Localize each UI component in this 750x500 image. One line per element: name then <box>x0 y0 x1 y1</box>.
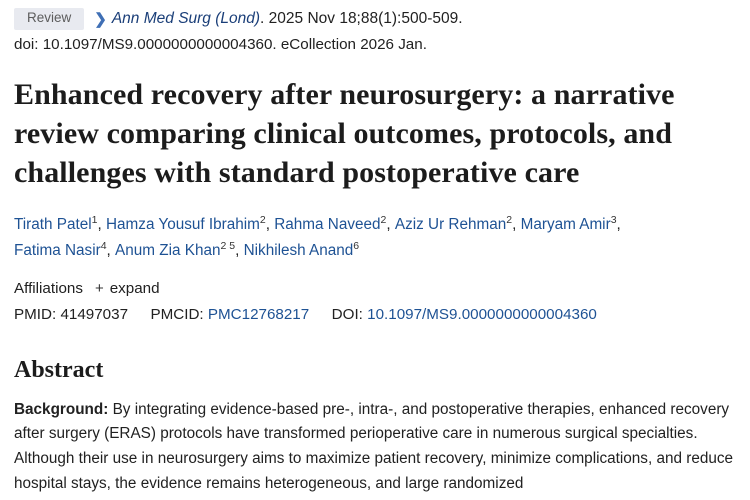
author-list <box>14 212 736 264</box>
author-name[interactable]: Tirath Patel <box>14 215 92 233</box>
separator: , <box>512 215 521 233</box>
page-title: Enhanced recovery after neurosurgery: a narrative review comparing clinical outcomes, protocols, and challenges with standard postoperative care <box>14 77 675 189</box>
author-item[interactable] <box>14 239 107 259</box>
doi-link[interactable]: 10.1097/MS9.0000000000004360 <box>367 305 597 323</box>
pmcid-link[interactable]: PMC12768217 <box>207 305 310 323</box>
author-affil-sup: 2 <box>380 213 387 226</box>
author-item[interactable] <box>106 213 266 233</box>
author-item[interactable] <box>520 213 617 233</box>
author-name[interactable]: Hamza Yousuf Ibrahim <box>106 215 260 233</box>
author-affil-sup: 2 <box>506 213 513 226</box>
author-name[interactable]: Fatima Nasir <box>14 241 101 259</box>
author-affil-sup: 6 <box>353 239 360 252</box>
author-item[interactable] <box>274 213 387 233</box>
abstract-paragraph: By integrating evidence-based pre-, intra-, and postoperative therapies, enhanced recovery after surgery (ERAS) protocols have transformed perioperative care in numerous surgical specialties. Although their use in neurosurgery aims to maximize patient recovery, minimize complications, and reduce hospital stays, the evidence remains heterogeneous, and large randomized <box>14 400 733 492</box>
identifiers-row <box>14 306 736 323</box>
abstract-heading: Abstract <box>14 356 104 383</box>
affiliations-row <box>14 280 736 297</box>
pmid-label: PMID: <box>14 305 57 323</box>
plus-icon[interactable]: + <box>94 279 104 297</box>
pmcid-label: PMCID: <box>150 305 204 323</box>
separator: , <box>97 215 106 233</box>
author-item[interactable] <box>243 239 360 259</box>
doi-label: DOI: <box>331 305 363 323</box>
affiliations-label: Affiliations <box>14 279 83 297</box>
separator: , <box>106 241 116 259</box>
citation-line <box>0 0 750 30</box>
chevron-right-icon[interactable]: ❯ <box>94 10 107 28</box>
doi-line: doi: 10.1097/MS9.0000000000004360. eCollection 2026 Jan. <box>14 35 427 53</box>
author-item[interactable] <box>14 213 98 233</box>
author-name[interactable]: Rahma Naveed <box>274 215 381 233</box>
author-affil-sup: 4 <box>100 239 107 252</box>
author-name[interactable]: Maryam Amir <box>520 215 611 233</box>
abstract-section-label: Background: <box>14 400 109 418</box>
citation-details: . 2025 Nov 18;88(1):500-509. <box>260 9 463 27</box>
author-affil-sup: 2 5 <box>220 239 236 252</box>
expand-affiliations-button[interactable]: expand <box>109 279 160 297</box>
pmid-value: 41497037 <box>60 305 129 323</box>
author-name[interactable]: Aziz Ur Rehman <box>394 215 507 233</box>
journal-link[interactable]: Ann Med Surg (Lond) <box>111 9 261 27</box>
author-name[interactable]: Nikhilesh Anand <box>243 241 354 259</box>
author-affil-sup: 2 <box>259 213 266 226</box>
author-name[interactable]: Anum Zia Khan <box>115 241 221 259</box>
author-item[interactable] <box>394 213 513 233</box>
author-affil-sup: 1 <box>91 213 98 226</box>
separator: , <box>265 215 275 233</box>
author-affil-sup: 3 <box>610 213 617 226</box>
separator: , <box>386 215 395 233</box>
separator: , <box>235 241 244 259</box>
abstract-text <box>14 398 736 497</box>
author-item[interactable] <box>115 239 236 259</box>
separator: , <box>616 215 621 233</box>
publication-type-badge[interactable]: Review <box>14 8 84 30</box>
